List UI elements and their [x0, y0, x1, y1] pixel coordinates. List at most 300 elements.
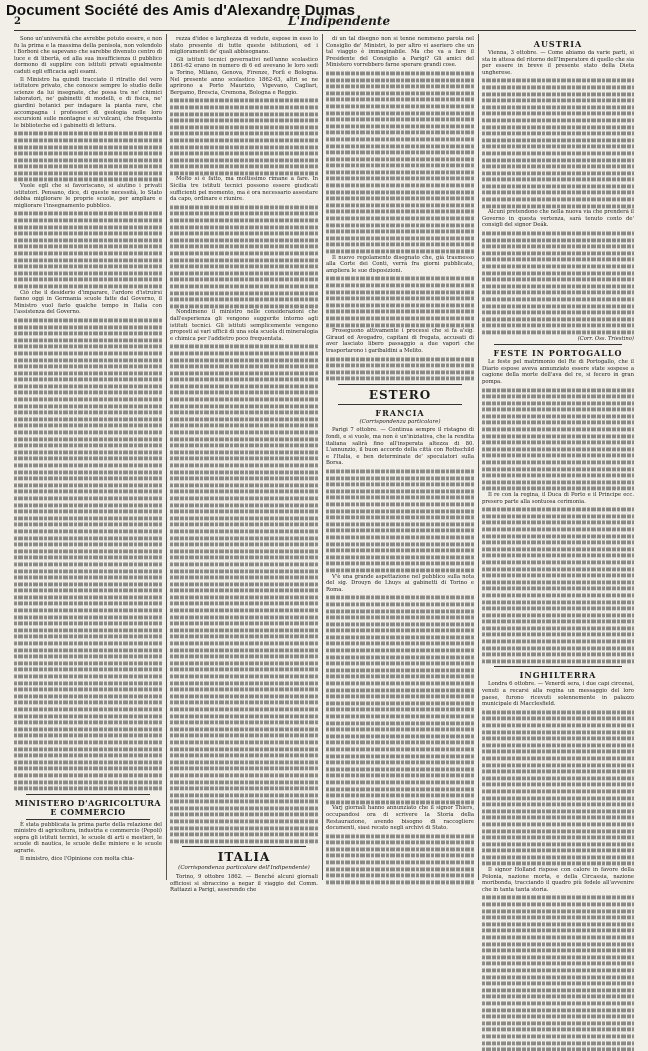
section-heading: ITALIA: [217, 850, 271, 865]
text-line: [482, 304, 634, 308]
text-line: [170, 813, 318, 817]
paragraph: Il re con la regina, il Duca di Porto e il Principe ecc. presero parte alla sontuosa cerimonia.: [482, 492, 634, 505]
text-line: [482, 1041, 634, 1045]
text-line: [482, 278, 634, 282]
text-line: [170, 549, 318, 553]
text-line: [482, 271, 634, 275]
text-line: [14, 648, 162, 652]
text-line: [170, 688, 318, 692]
text-line: [482, 968, 634, 972]
text-line: [326, 675, 474, 679]
text-line: [170, 463, 318, 467]
text-line: [326, 562, 474, 566]
text-line: [326, 85, 474, 89]
text-line: [482, 988, 634, 992]
text-line: [170, 668, 318, 672]
text-line: [482, 737, 634, 741]
text-line: [326, 635, 474, 639]
text-line: [326, 364, 474, 368]
text-line: [170, 760, 318, 764]
text-line: [326, 841, 474, 845]
paragraph: Nondimeno il ministro nelle considerazioni che dall'esperienza gli vengono suggerite intorno agli istituti tecnici. Gli istituti semplicemente vengono proposti ai vari ufficii di una sola scuola di mineralogia e chimica per l'addietro poco frequentata.: [170, 309, 318, 342]
text-line: [170, 523, 318, 527]
text-line: [326, 794, 474, 798]
text-line: [170, 171, 318, 175]
text-line: [170, 674, 318, 678]
text-line: [326, 137, 474, 141]
text-line: [170, 826, 318, 830]
text-line: [170, 793, 318, 797]
text-line: [170, 727, 318, 731]
text-line: [326, 203, 474, 207]
text-line: [326, 774, 474, 778]
text-line: [482, 324, 634, 328]
text-line: [170, 384, 318, 388]
section-subtitle: (Corrispondenza particolare): [359, 418, 441, 425]
text-line: [170, 503, 318, 507]
text-line: [170, 767, 318, 771]
paragraph: Sono un'università che avrebbe potuto essere, e non fu la prima e la massima della penisola, non volendolo i Borboni che sapevano che sarebbe divenuto centro di luce e di libertà, ed alla sua insufficienza il pubblico dormono di supplire con istituti privati egualmente caduti egli efficacia agli esami.: [14, 36, 162, 75]
text-line: [482, 474, 634, 478]
signature: (Corr. Oss. Triestino): [577, 335, 634, 342]
text-line: [170, 278, 318, 282]
text-line: [170, 747, 318, 751]
text-line: [170, 609, 318, 613]
text-line: [14, 358, 162, 362]
text-line: [170, 701, 318, 705]
text-line: [170, 291, 318, 295]
text-line: [14, 178, 162, 182]
paragraph: Gli istituti tecnici governativi nell'anno scolastico 1861-62 erano in numero di 6 ed avevano le loro sedi a Torino, Milano, Genova, Firenze, Forlì e Bologna. Nel presente anno scolastico 1862-63, altri se ne aprirono a Porto Maurizio, Vigevano, Cagliari, Bergamo, Brescia, Cremona, Bologna e Reggio.: [170, 56, 318, 96]
column-3: [326, 36, 474, 878]
text-line: [482, 191, 634, 195]
text-line: [326, 91, 474, 95]
text-line: [170, 642, 318, 646]
text-line: [14, 701, 162, 705]
text-line: [482, 1008, 634, 1012]
text-line: [326, 655, 474, 659]
text-line: [482, 659, 634, 663]
paragraph: di un tal disegno non si tenne nemmeno parola nel Consiglio de' Ministri, lo per altro vi aseriero che un tal viaggio è immaginabile. Ma che va a fare il Presidente del Consiglio a Parigi? Gli amici del Ministero vorrebbero farne sperare grandi cose.: [326, 36, 474, 69]
text-line: [482, 593, 634, 597]
text-line: [170, 304, 318, 308]
text-line: [326, 708, 474, 712]
text-line: [170, 800, 318, 804]
text-line: [170, 99, 318, 103]
text-line: [326, 741, 474, 745]
text-line: [326, 78, 474, 82]
text-line: [482, 171, 634, 175]
text-line: [14, 543, 162, 547]
text-line: [482, 284, 634, 288]
text-line: [170, 833, 318, 837]
text-line: [170, 516, 318, 520]
text-line: [170, 145, 318, 149]
text-line: [326, 164, 474, 168]
text-line: [170, 112, 318, 116]
text-line: [482, 949, 634, 953]
text-line: [170, 457, 318, 461]
paragraph: Il Ministro ha quindi tracciato il ritratto del vero istitutore privato, che conosce sempre lo studio delle scienze da lui insegnate, che possa tra ne' chimici laboratori, ne' gabinetti di modelli, e di fisica, ne' giardini botanici per indagare la pianta rare, che accompagna i professori di geologia nelle loro escursioni sulle montagne e su'vulcani, che frequenta le biblioteche ed i gabinetti di lettura.: [14, 76, 162, 129]
text-line: [170, 780, 318, 784]
text-line: [170, 589, 318, 593]
text-line: [14, 258, 162, 262]
text-line: [170, 251, 318, 255]
text-line: [482, 245, 634, 249]
text-line: [482, 803, 634, 807]
text-line: [326, 549, 474, 553]
text-line: [482, 929, 634, 933]
text-line: [326, 217, 474, 221]
text-line: [482, 541, 634, 545]
text-line: [170, 265, 318, 269]
text-line: [14, 332, 162, 336]
text-line: [482, 138, 634, 142]
text-line: [14, 556, 162, 560]
text-line: [482, 85, 634, 89]
section-heading: ESTERO: [368, 387, 432, 402]
paragraph: Il nuovo regolamento disegnato che, già trasmesso alla Corte dei Conti, verrà fra giorni pubblicato, ampliera le sue disposizioni.: [326, 254, 474, 274]
text-line: [482, 607, 634, 611]
text-line: [482, 330, 634, 334]
text-line: [170, 431, 318, 435]
text-line: [482, 763, 634, 767]
text-line: [326, 688, 474, 692]
text-line: [14, 681, 162, 685]
text-line: [326, 880, 474, 884]
text-line: [326, 602, 474, 606]
text-line: [14, 496, 162, 500]
text-line: [482, 613, 634, 617]
text-line: [326, 151, 474, 155]
text-line: [14, 483, 162, 487]
header-rule: [14, 30, 636, 31]
text-line: [326, 861, 474, 865]
text-line: [170, 391, 318, 395]
text-line: [326, 131, 474, 135]
text-line: [14, 417, 162, 421]
text-line: [170, 483, 318, 487]
text-line: [170, 138, 318, 142]
text-line: [14, 477, 162, 481]
text-line: [14, 171, 162, 175]
text-line: [170, 345, 318, 349]
text-line: [482, 955, 634, 959]
text-line: [14, 674, 162, 678]
text-line: [482, 829, 634, 833]
text-line: [482, 942, 634, 946]
text-line: [14, 212, 162, 216]
text-line: [170, 411, 318, 415]
text-line: [14, 642, 162, 646]
section-heading: AUSTRIA: [533, 39, 583, 49]
paragraph: Ciò che il desiderio d'imparare, l'ardore d'istruirsi fanno oggi in Germania scuole fatte dal Governo, il Ministro vuol farlo qualche tempo in Italia con l'assistenza del Governo.: [14, 289, 162, 316]
text-line: [14, 503, 162, 507]
text-line: [482, 1021, 634, 1025]
text-line: [170, 212, 318, 216]
text-line: [482, 836, 634, 840]
text-line: [482, 554, 634, 558]
text-line: [14, 325, 162, 329]
text-line: [326, 714, 474, 718]
text-line: [326, 522, 474, 526]
text-line: [170, 119, 318, 123]
paragraph: Londra 6 ottobre. — Venerdì sera, i due capi circensi, venuti a recarsi alla regina un messaggio del loro paese, furono ricevuti solennemente in palazzo municipale di Macclesfield.: [482, 681, 634, 708]
text-line: [326, 157, 474, 161]
text-line: [482, 421, 634, 425]
text-line: [14, 318, 162, 322]
text-line: [14, 595, 162, 599]
text-line: [326, 316, 474, 320]
text-line: [14, 278, 162, 282]
text-line: [170, 417, 318, 421]
text-line: [14, 655, 162, 659]
text-line: [14, 536, 162, 540]
text-line: [14, 767, 162, 771]
text-line: [170, 245, 318, 249]
text-line: [482, 756, 634, 760]
text-line: [482, 297, 634, 301]
text-line: [326, 357, 474, 361]
text-line: [482, 132, 634, 136]
text-line: [326, 854, 474, 858]
text-line: [14, 602, 162, 606]
section-rule: [26, 794, 150, 795]
text-line: [14, 707, 162, 711]
text-line: [482, 646, 634, 650]
text-line: [482, 995, 634, 999]
text-line: [482, 151, 634, 155]
text-line: [482, 158, 634, 162]
text-line: [170, 510, 318, 514]
section-heading: FRANCIA: [375, 407, 425, 418]
text-line: [482, 480, 634, 484]
text-line: [326, 470, 474, 474]
text-line: [482, 238, 634, 242]
text-line: [482, 434, 634, 438]
text-line: [326, 662, 474, 666]
text-line: [482, 580, 634, 584]
text-line: [14, 523, 162, 527]
text-line: [170, 595, 318, 599]
section-heading: INGHILTERRA: [519, 670, 597, 681]
text-line: [14, 727, 162, 731]
text-line: [482, 178, 634, 182]
text-line: [14, 668, 162, 672]
text-line: [482, 467, 634, 471]
text-line: [482, 789, 634, 793]
text-line: [170, 105, 318, 109]
text-line: [482, 534, 634, 538]
text-line: [170, 602, 318, 606]
text-line: [14, 661, 162, 665]
text-line: [482, 560, 634, 564]
text-line: [482, 99, 634, 103]
text-line: [14, 251, 162, 255]
text-line: [14, 165, 162, 169]
text-line: [482, 454, 634, 458]
text-line: [482, 145, 634, 149]
text-line: [482, 105, 634, 109]
text-line: [326, 190, 474, 194]
text-line: [170, 622, 318, 626]
text-line: [326, 642, 474, 646]
text-line: [326, 496, 474, 500]
text-line: [14, 549, 162, 553]
text-line: [170, 351, 318, 355]
section-subtitle: (Corrispondenza particolare dell'Indipendente): [178, 865, 310, 872]
text-line: [170, 232, 318, 236]
text-line: [170, 284, 318, 288]
column-divider: [478, 34, 479, 880]
text-line: [14, 787, 162, 791]
text-line: [14, 345, 162, 349]
paragraph: Molto si è fatto, ma moltissimo rimane a fare. In Sicilia tre istituti tecnici possono essere giudicati sufficienti pel momento, ma è ora necessario assestare da capo, ordinare e riunire.: [170, 176, 318, 203]
text-line: [14, 444, 162, 448]
text-line: [170, 635, 318, 639]
text-line: [482, 717, 634, 721]
text-line: [482, 408, 634, 412]
section-rule: [338, 384, 462, 385]
text-line: [170, 740, 318, 744]
text-line: [170, 694, 318, 698]
text-line: [170, 648, 318, 652]
paragraph: Il signor Holland rispose con calore in favore della Polonia, nazione morta, e della Circassia, nazione moribonda, tracciando il quadro più fedele all'avvenire che in tanta tanta storia.: [482, 867, 634, 893]
text-line: [14, 734, 162, 738]
text-line: [482, 916, 634, 920]
text-line: [170, 477, 318, 481]
text-line: [482, 640, 634, 644]
text-line: [326, 377, 474, 381]
text-line: [14, 754, 162, 758]
text-line: [482, 428, 634, 432]
text-line: [170, 158, 318, 162]
text-line: [482, 514, 634, 518]
text-line: [170, 628, 318, 632]
text-line: [482, 401, 634, 405]
text-line: [170, 536, 318, 540]
text-line: [326, 754, 474, 758]
text-line: [482, 251, 634, 255]
text-line: [482, 626, 634, 630]
text-line: [482, 770, 634, 774]
text-line: [14, 510, 162, 514]
text-line: [482, 112, 634, 116]
text-line: [326, 297, 474, 301]
paragraph: Il ministro, dice l'Opinione con molta chia-: [20, 855, 135, 862]
text-line: [14, 490, 162, 494]
text-line: [326, 323, 474, 327]
text-line: [326, 800, 474, 804]
text-line: [326, 310, 474, 314]
text-line: [326, 184, 474, 188]
text-line: [14, 384, 162, 388]
text-line: [482, 849, 634, 853]
text-line: [326, 761, 474, 765]
text-line: [482, 395, 634, 399]
text-line: [14, 622, 162, 626]
text-line: [482, 743, 634, 747]
section-heading: MINISTERO D'AGRICOLTURA E COMMERCIO: [14, 797, 162, 817]
column-4: [482, 36, 634, 893]
text-line: [170, 556, 318, 560]
text-line: [14, 145, 162, 149]
text-line: [14, 158, 162, 162]
text-line: [482, 783, 634, 787]
text-line: [14, 516, 162, 520]
text-line: [482, 962, 634, 966]
text-line: [482, 414, 634, 418]
column-2: [170, 36, 318, 894]
text-line: [482, 311, 634, 315]
text-line: [482, 862, 634, 866]
text-line: [482, 796, 634, 800]
text-line: [14, 232, 162, 236]
text-line: [170, 365, 318, 369]
text-line: [482, 487, 634, 491]
section-rule: [182, 846, 306, 847]
text-line: [326, 509, 474, 513]
text-line: [170, 398, 318, 402]
text-line: [14, 694, 162, 698]
text-line: [326, 230, 474, 234]
text-line: [482, 521, 634, 525]
text-line: [326, 170, 474, 174]
text-line: [482, 125, 634, 129]
text-line: [170, 219, 318, 223]
text-line: [326, 502, 474, 506]
text-line: [170, 371, 318, 375]
text-line: [170, 773, 318, 777]
text-line: [14, 688, 162, 692]
text-line: [482, 822, 634, 826]
watermark: Document Société des Amis d'Alexandre Dumas: [6, 2, 356, 19]
text-line: [14, 365, 162, 369]
text-line: [14, 398, 162, 402]
text-line: [170, 490, 318, 494]
text-line: [326, 277, 474, 281]
paragraph: rezza d'idee e larghezza di vedute, espose in esso lo stato presente di tutte queste istituzioni, ed i miglioramenti de' quali abbisognano.: [170, 36, 318, 56]
text-line: [326, 71, 474, 75]
text-line: [14, 411, 162, 415]
text-line: [170, 258, 318, 262]
text-line: [170, 562, 318, 566]
text-line: [170, 298, 318, 302]
text-line: [170, 444, 318, 448]
text-line: [482, 204, 634, 208]
text-line: [326, 249, 474, 253]
text-line: [482, 198, 634, 202]
text-line: [170, 681, 318, 685]
text-line: [326, 303, 474, 307]
text-line: [326, 622, 474, 626]
text-line: [326, 695, 474, 699]
text-line: [326, 682, 474, 686]
text-line: [326, 177, 474, 181]
column-divider: [322, 34, 323, 880]
masthead: L'Indipendente: [288, 14, 391, 28]
text-line: [170, 734, 318, 738]
text-line: [170, 424, 318, 428]
text-line: [482, 633, 634, 637]
text-line: [482, 600, 634, 604]
text-line: [170, 655, 318, 659]
text-line: [482, 809, 634, 813]
text-line: [482, 776, 634, 780]
text-line: [170, 470, 318, 474]
text-line: [482, 574, 634, 578]
paragraph: È stata pubblicata la prima parte della relazione del ministro di agricoltura, industria e commercio (Pepoli) sopra gli istituti tecnici, le scuole di arti e mestieri, le scuole di nautica, le scuole delle miniere e le scuole agrarie.: [14, 821, 162, 855]
